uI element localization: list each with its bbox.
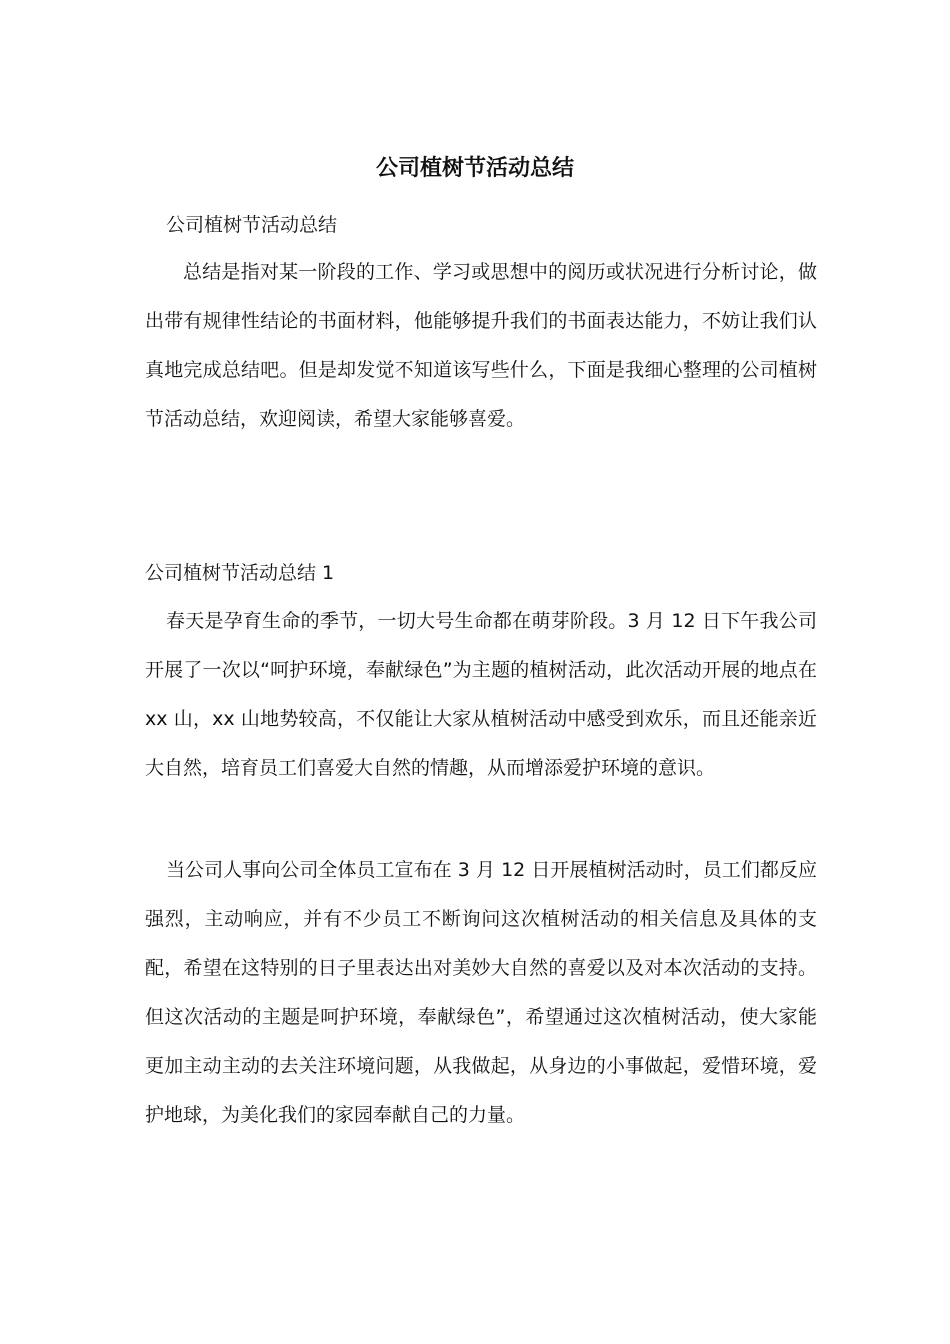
- document-subtitle: 公司植树节活动总结: [166, 214, 338, 236]
- document-title: 公司植树节活动总结: [375, 156, 574, 181]
- intro-paragraph: 总结是指对某一阶段的工作、学习或思想中的阅历或状况进行分析讨论，做出带有规律性结论的书面材料，他能够提升我们的书面表达能力，不妨让我们认真地完成总结吧。但是却发觉不知道该写些什么，下面是我细心整理的公司植树节活动总结，欢迎阅读，希望大家能够喜爱。: [145, 261, 817, 430]
- body-paragraph-2: 当公司人事向公司全体员工宣布在 3 月 12 日开展植树活动时，员工们都反应强烈，主动响应，并有不少员工不断询问这次植树活动的相关信息及具体的支配，希望在这特别的日子里表达出对美妙大自然的喜爱以及对本次活动的支持。但这次活动的主题是呵护环境，奉献绿色”，希望通过这次植树活动，使大家能更加主动主动的去关注环境问题，从我做起，从身边的小事做起，爱惜环境，爱护地球，为美化我们的家园奉献自己的力量。: [145, 859, 817, 1126]
- section-heading: 公司植树节活动总结 1: [145, 562, 335, 584]
- body-paragraph-1: 春天是孕育生命的季节，一切大号生命都在萌芽阶段。3 月 12 日下午我公司开展了一次以“呵护环境，奉献绿色”为主题的植树活动，此次活动开展的地点在 xx 山，xx 山地势较高，不仅能让大家从植树活动中感受到欢乐，而且还能亲近大自然，培育员工们喜爱大自然的情趣，从而增添爱护环境的意识。: [145, 610, 817, 779]
